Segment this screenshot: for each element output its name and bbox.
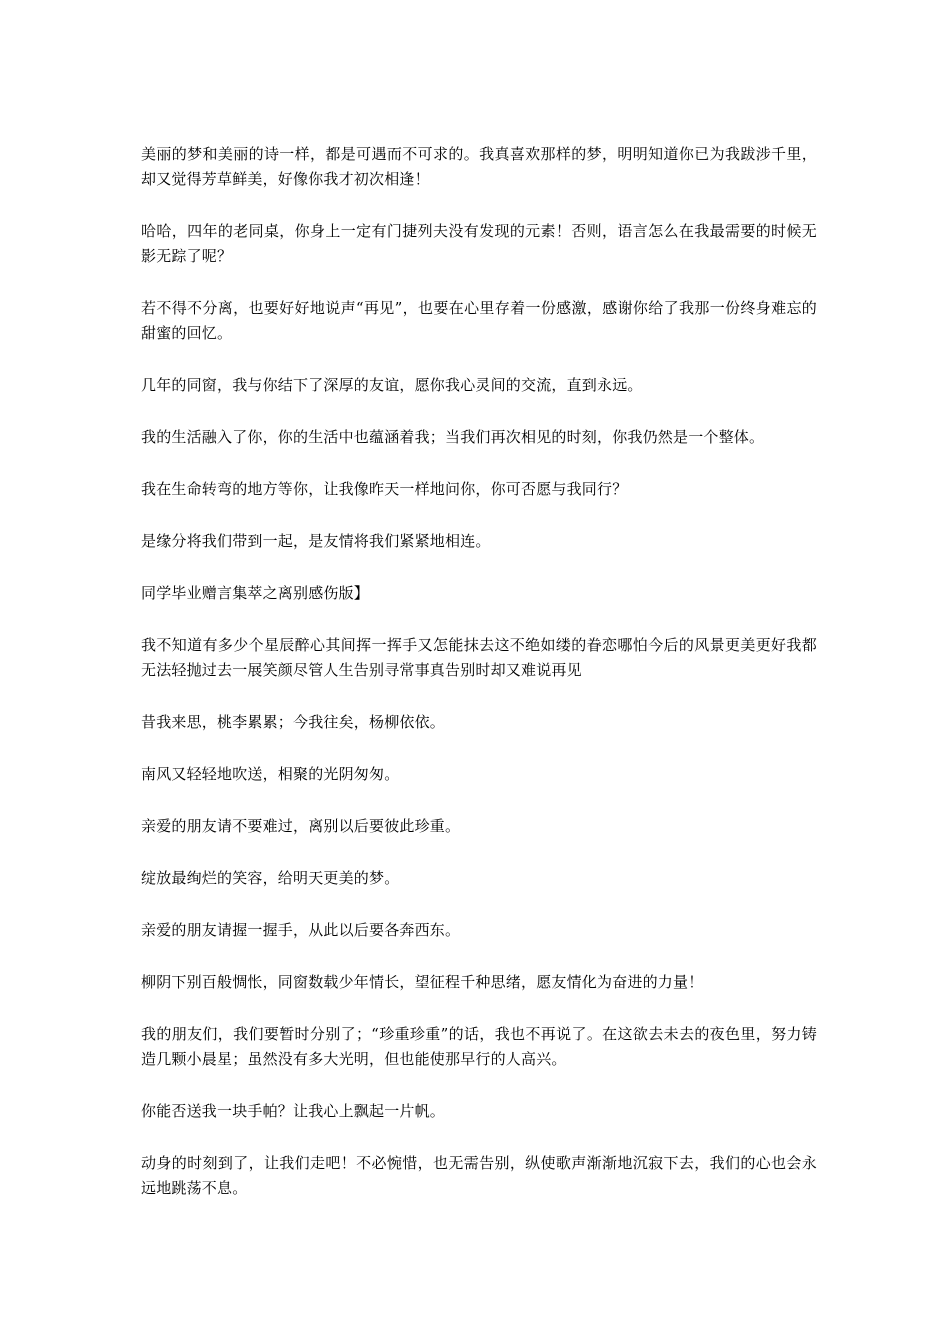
paragraph-marker [141,789,817,814]
paragraph-text: 绽放最绚烂的笑容，给明天更美的梦。 [141,869,400,887]
entry-13 [141,841,817,893]
paragraph-text: 昔我来思，桃李累累；今我往矣，杨柳依依。 [141,713,446,731]
entry-6 [141,452,817,504]
entry-2 [141,194,817,271]
paragraph-marker [141,841,817,866]
paragraph-text: 亲爱的朋友请不要难过，离别以后要彼此珍重。 [141,817,461,835]
entry-3 [141,271,817,348]
section-heading: 同学毕业赠言集萃之离别感伤版】 [141,584,370,602]
paragraph-marker [141,945,817,970]
entry-1 [141,117,817,194]
entry-18 [141,1126,817,1203]
paragraph-marker [141,194,817,219]
entry-7 [141,504,817,556]
paragraph-marker [141,271,817,296]
paragraph-text: 我在生命转弯的地方等你，让我像昨天一样地问你，你可否愿与我同行？ [141,480,628,498]
entry-9 [141,608,817,685]
paragraph-marker [141,737,817,762]
paragraph-text: 动身的时刻到了，让我们走吧！不必惋惜，也无需告别，纵使歌声渐渐地沉寂下去，我们的心也会永远地跳荡不息。 [141,1154,817,1197]
entry-10 [141,685,817,737]
entry-5 [141,400,817,452]
entry-17 [141,1074,817,1126]
entry-8 [141,556,817,608]
entry-12 [141,789,817,841]
paragraph-marker [141,400,817,425]
paragraph-text: 南风又轻轻地吹送，相聚的光阴匆匆。 [141,765,400,783]
paragraph-text: 亲爱的朋友请握一握手，从此以后要各奔西东。 [141,921,461,939]
paragraph-marker [141,556,817,581]
paragraph-text: 若不得不分离，也要好好地说声“再见”，也要在心里存着一份感激，感谢你给了我那一份终身难忘的甜蜜的回忆。 [141,299,817,342]
paragraph-marker [141,504,817,529]
paragraph-text: 我的朋友们，我们要暂时分别了；“珍重珍重”的话，我也不再说了。在这欲去未去的夜色里，努力铸造几颗小晨星；虽然没有多大光明，但也能使那早行的人高兴。 [141,1025,817,1068]
paragraph-marker [141,117,817,142]
paragraph-text: 我不知道有多少个星辰醉心其间挥一挥手又怎能抹去这不绝如缕的眷恋哪怕今后的风景更美更好我都无法轻抛过去一展笑颜尽管人生告别寻常事真告别时却又难说再见 [141,636,817,679]
paragraph-marker [141,1074,817,1099]
entry-15 [141,945,817,997]
paragraph-text: 柳阴下别百般惆怅，同窗数载少年情长，望征程千种思绪，愿友情化为奋进的力量！ [141,973,704,991]
paragraph-marker [141,1203,817,1228]
paragraph-marker [141,997,817,1022]
entry-14 [141,893,817,945]
document-page [141,117,817,1228]
paragraph-marker [141,608,817,633]
entry-4 [141,348,817,400]
paragraph-marker [141,1126,817,1151]
paragraph-marker [141,452,817,477]
paragraph-text: 美丽的梦和美丽的诗一样，都是可遇而不可求的。我真喜欢那样的梦，明明知道你已为我跋涉千里，却又觉得芳草鲜美，好像你我才初次相逢！ [141,145,817,188]
entry-11 [141,737,817,789]
paragraph-marker [141,348,817,373]
paragraph-text: 哈哈，四年的老同桌，你身上一定有门捷列夫没有发现的元素！否则，语言怎么在我最需要的时候无影无踪了呢？ [141,222,817,265]
paragraph-text: 是缘分将我们带到一起，是友情将我们紧紧地相连。 [141,532,491,550]
paragraph-marker [141,893,817,918]
paragraph-text: 你能否送我一块手帕？让我心上飘起一片帆。 [141,1102,446,1120]
paragraph-text: 几年的同窗，我与你结下了深厚的友谊，愿你我心灵间的交流，直到永远。 [141,376,643,394]
paragraph-marker [141,685,817,710]
entry-16 [141,997,817,1074]
paragraph-text: 我的生活融入了你，你的生活中也蕴涵着我；当我们再次相见的时刻，你我仍然是一个整体。 [141,428,765,446]
